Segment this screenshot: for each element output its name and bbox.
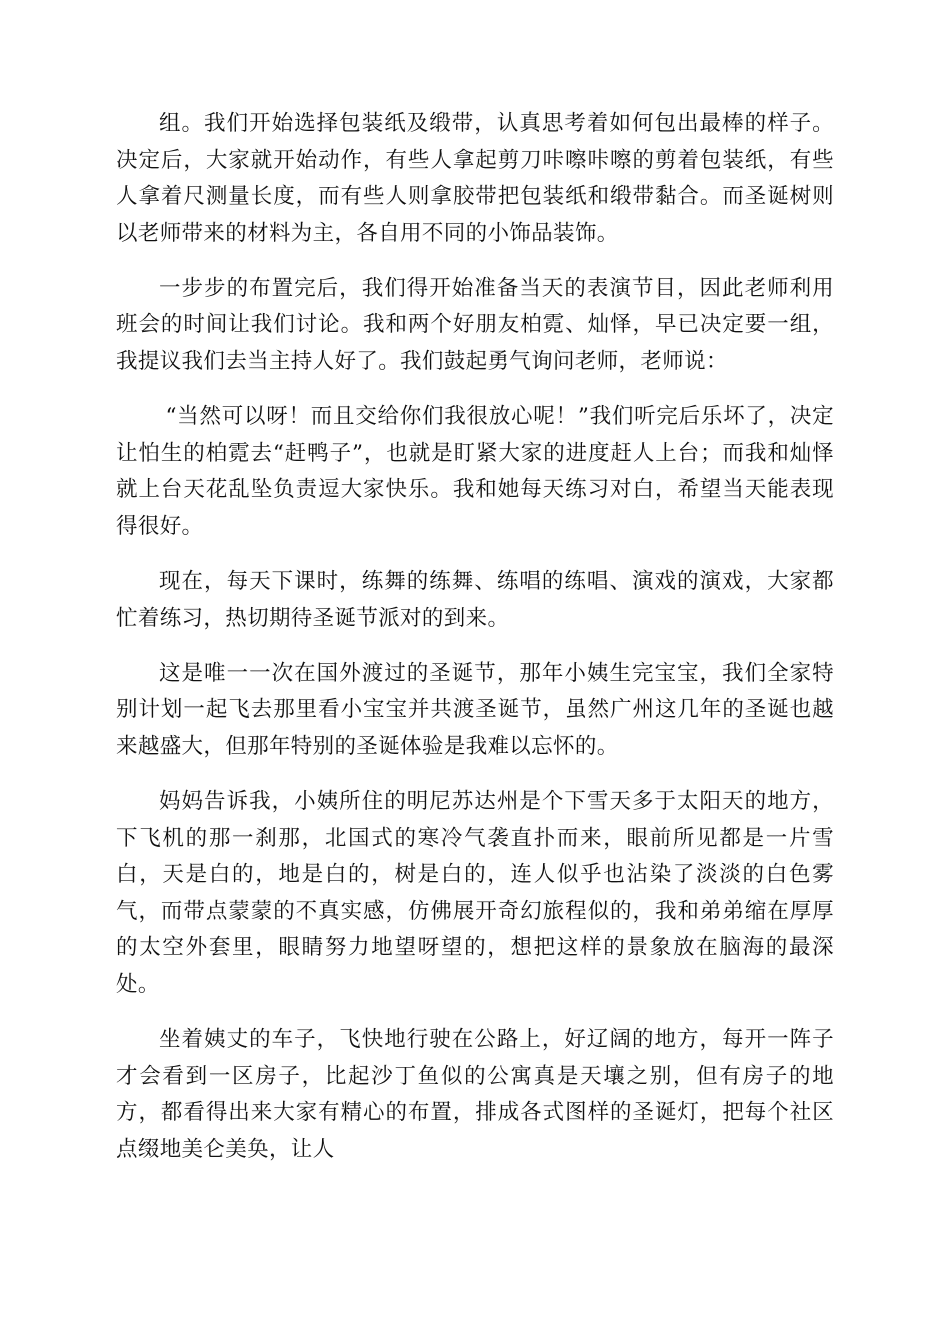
paragraph-2: 一步步的布置完后，我们得开始准备当天的表演节目，因此老师利用班会的时间让我们讨论。我和两个好朋友柏霓、灿怿，早已决定要一组，我提议我们去当主持人好了。我们鼓起勇气询问老师，老师说： [116,275,834,375]
document-page [116,106,834,1168]
paragraph-7: 坐着姨丈的车子，飞快地行驶在公路上，好辽阔的地方，每开一阵子才会看到一区房子，比起沙丁鱼似的公寓真是天壤之别，但有房子的地方，都看得出来大家有精心的布置，排成各式图样的圣诞灯，把每个社区点缀地美仑美奂，让人 [116,1027,834,1162]
paragraph-5: 这是唯一一次在国外渡过的圣诞节，那年小姨生完宝宝，我们全家特别计划一起飞去那里看小宝宝并共渡圣诞节，虽然广州这几年的圣诞也越来越盛大，但那年特别的圣诞体验是我难以忘怀的。 [116,660,834,759]
paragraph-4: 现在，每天下课时，练舞的练舞、练唱的练唱、演戏的演戏，大家都忙着练习，热切期待圣诞节派对的到来。 [116,569,834,631]
paragraph-6: 妈妈告诉我，小姨所住的明尼苏达州是个下雪天多于太阳天的地方，下飞机的那一刹那，北国式的寒冷气袭直扑而来，眼前所见都是一片雪白，天是白的，地是白的，树是白的，连人似乎也沾染了淡淡的白色雾气，而带点蒙蒙的不真实感，仿佛展开奇幻旅程似的，我和弟弟缩在厚厚的太空外套里，眼睛努力地望呀望的，想把这样的景象放在脑海的最深处。 [116,789,834,997]
paragraph-3: “当然可以呀！而且交给你们我很放心呢！”我们听完后乐坏了，决定让怕生的柏霓去“赶鸭子”，也就是盯紧大家的进度赶人上台；而我和灿怿就上台天花乱坠负责逗大家快乐。我和她每天练习对白，希望当天能表现得很好。 [116,404,834,539]
paragraph-1: 组。我们开始选择包装纸及缎带，认真思考着如何包出最棒的样子。决定后，大家就开始动作，有些人拿起剪刀咔嚓咔嚓的剪着包装纸，有些人拿着尺测量长度，而有些人则拿胶带把包装纸和缎带黏合。而圣诞树则以老师带来的材料为主，各自用不同的小饰品装饰。 [116,111,834,246]
